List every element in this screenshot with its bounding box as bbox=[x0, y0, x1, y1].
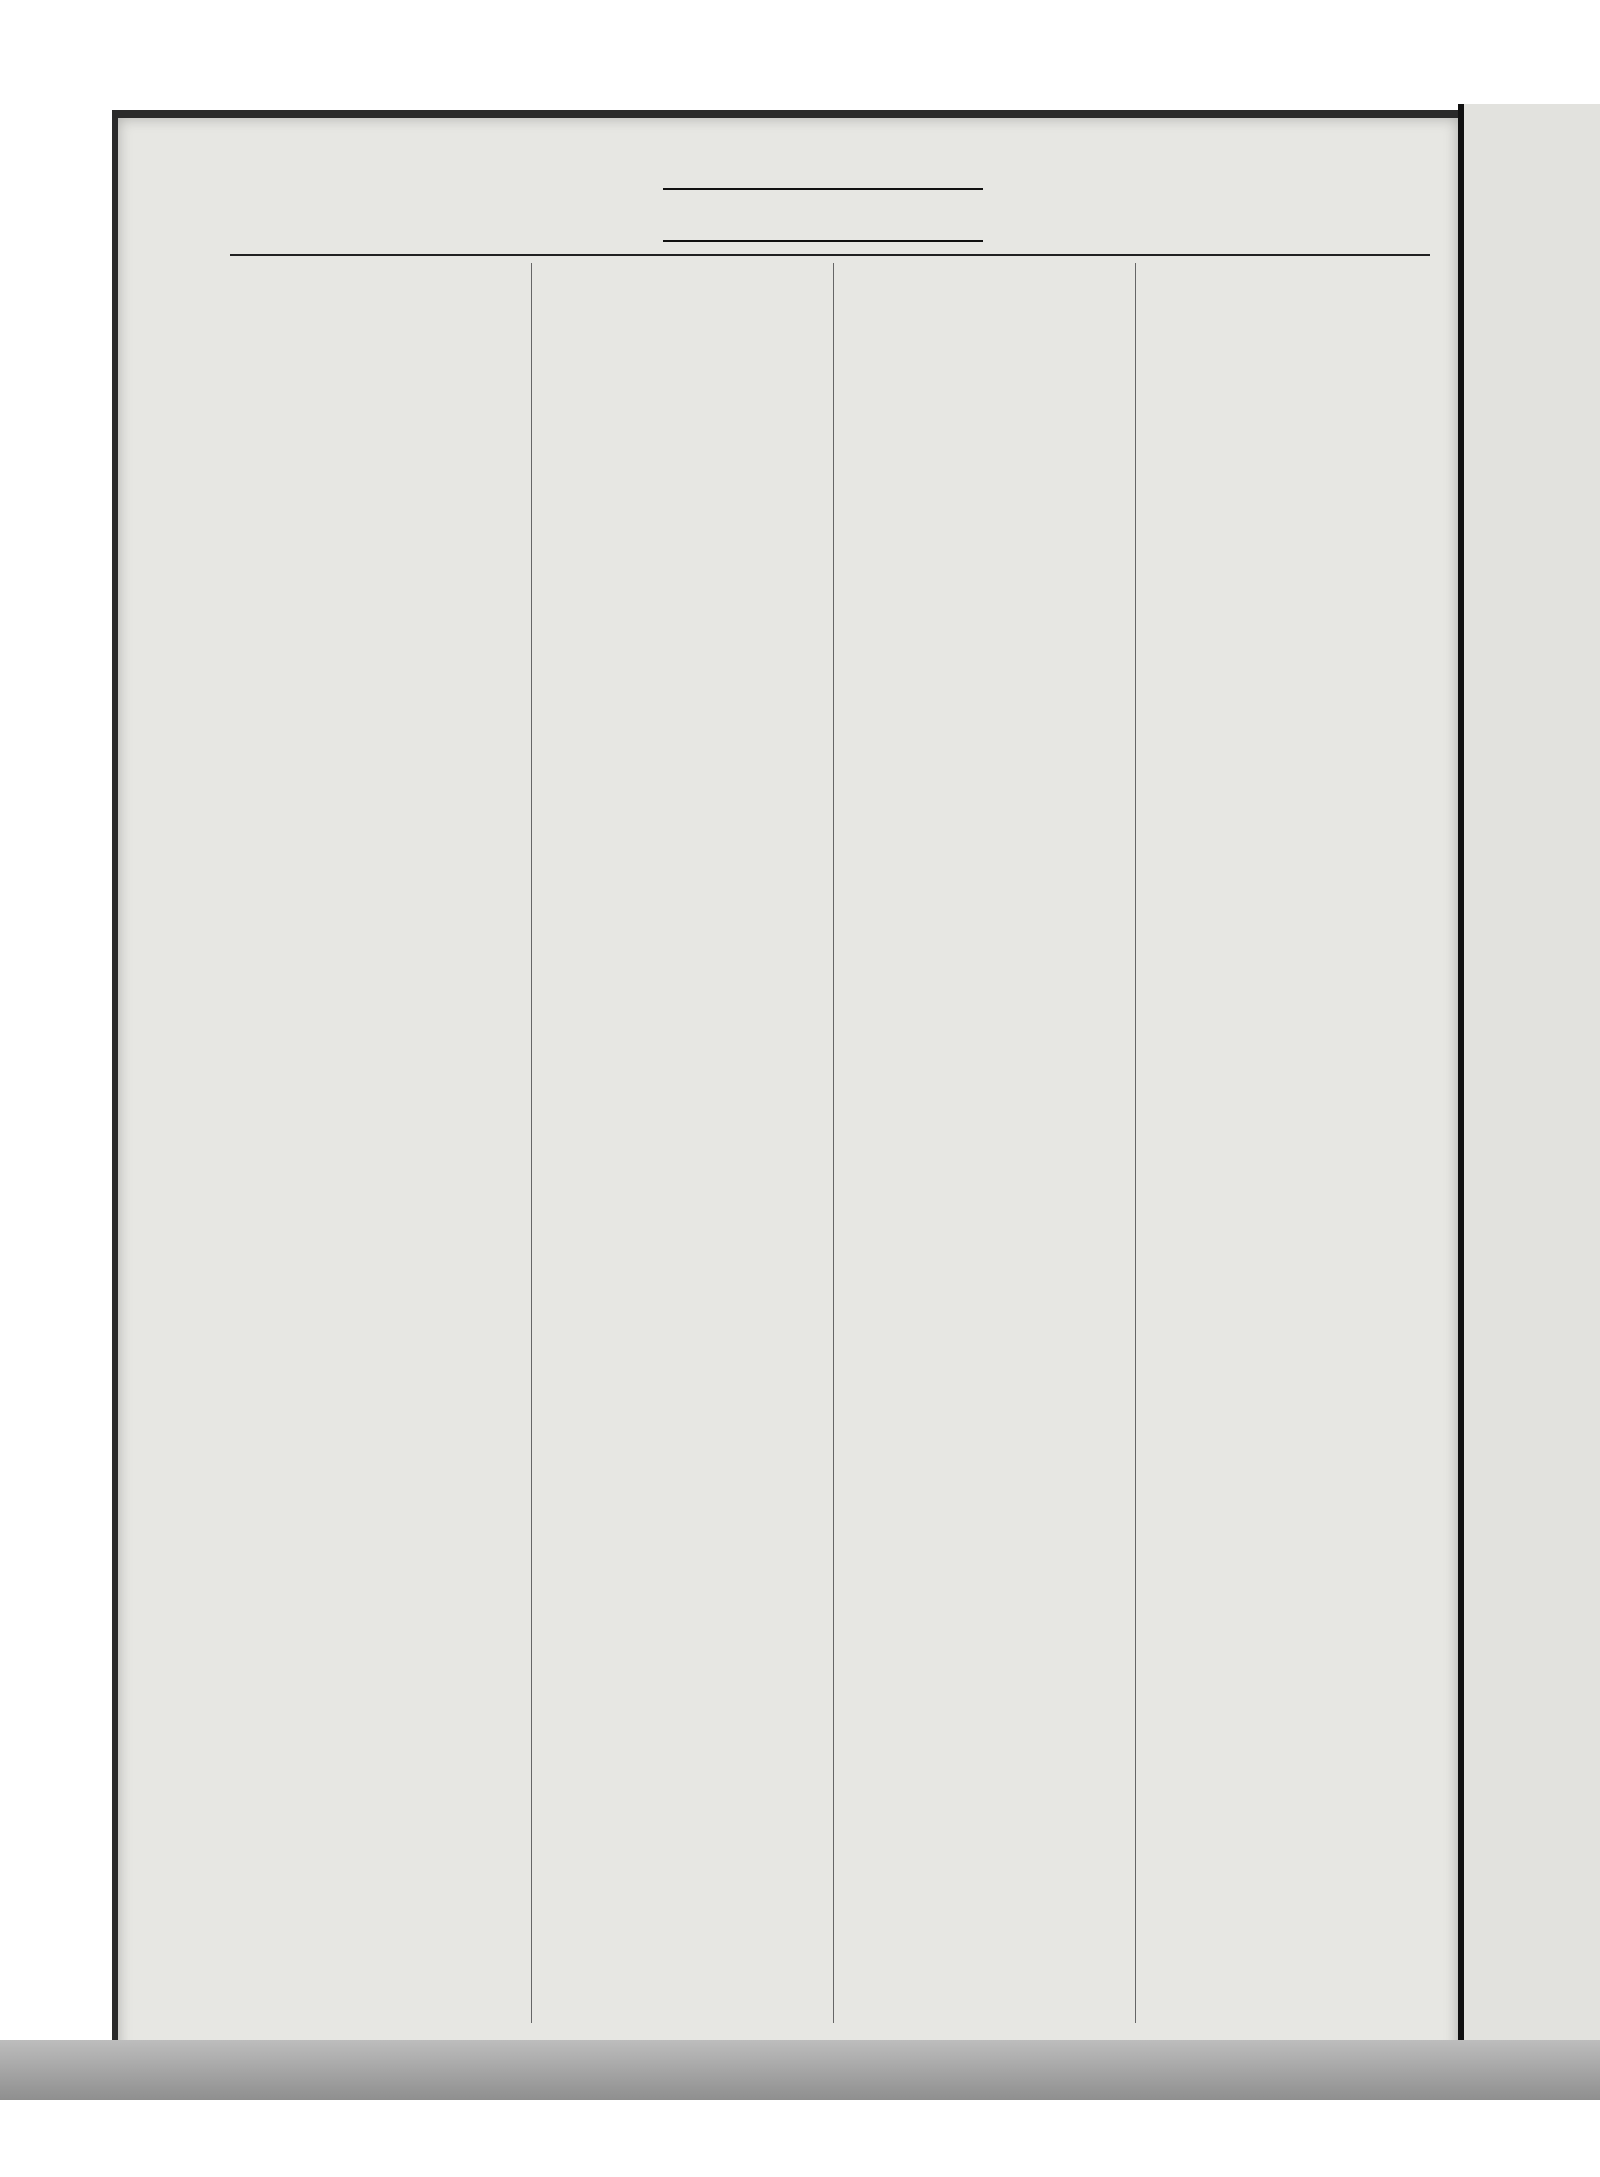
column-3 bbox=[834, 263, 1136, 2023]
page-header bbox=[118, 178, 1458, 258]
column-1 bbox=[230, 263, 532, 2023]
directory-page bbox=[118, 118, 1458, 2068]
sparcasse-banner bbox=[663, 188, 983, 242]
adjacent-page-fragment bbox=[1458, 104, 1600, 2044]
header-rule bbox=[230, 254, 1430, 256]
directory-columns bbox=[230, 263, 1442, 2023]
column-2 bbox=[532, 263, 834, 2023]
scanner-bed-edge bbox=[0, 2040, 1600, 2100]
column-4 bbox=[1136, 263, 1437, 2023]
